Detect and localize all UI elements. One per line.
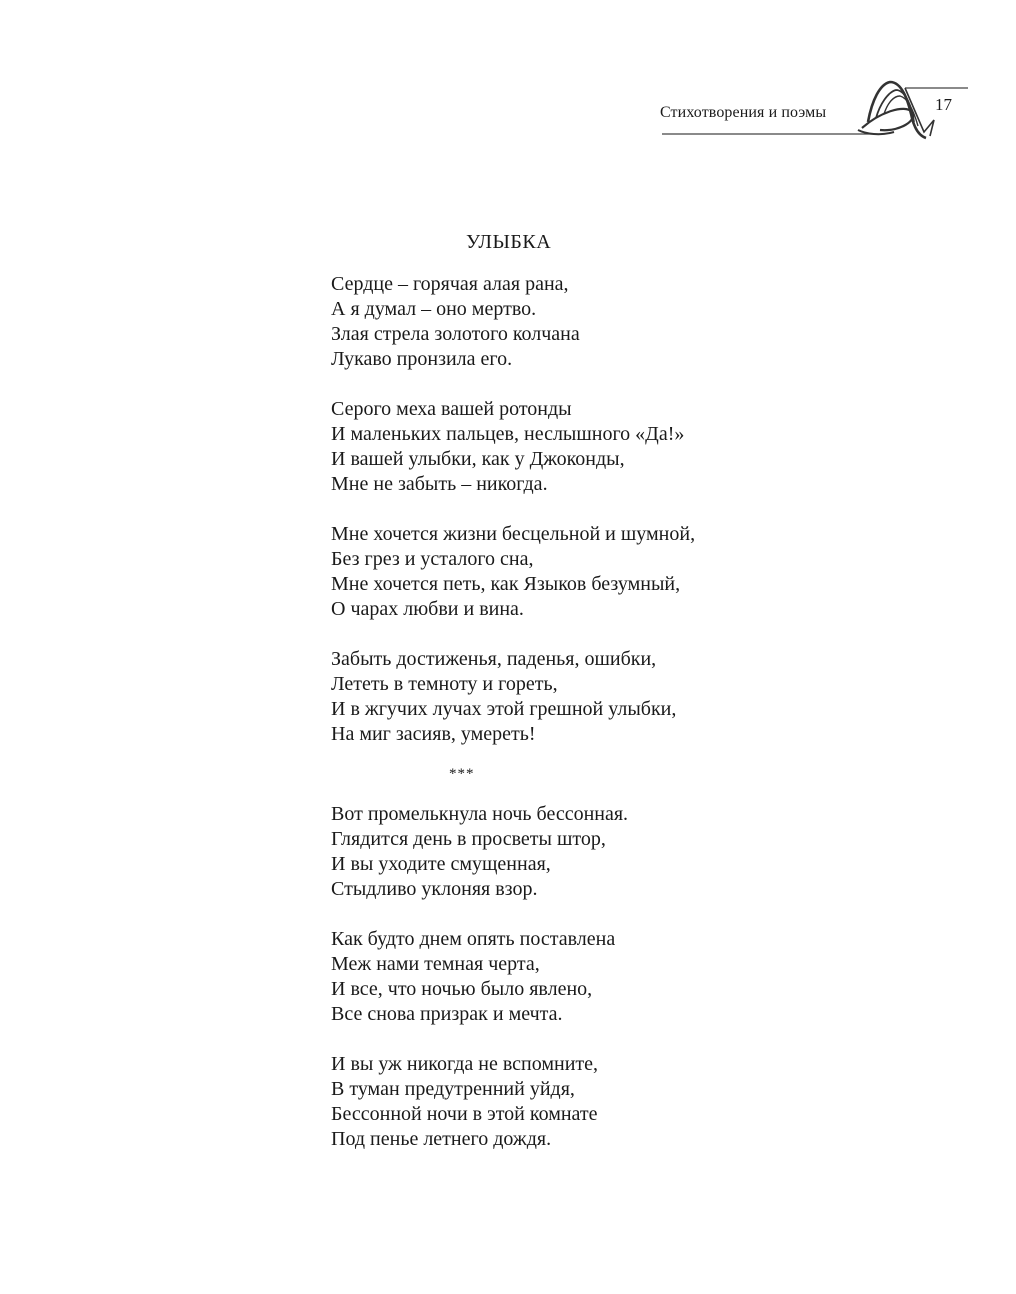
poem-separator: *** xyxy=(449,766,475,782)
verse-line: И вы уж никогда не вспомните, xyxy=(331,1053,599,1075)
verse-line: Мне хочется петь, как Языков безумный, xyxy=(331,573,681,595)
verse-line: Мне хочется жизни бесцельной и шумной, xyxy=(331,523,696,545)
verse-line: Лукаво пронзила его. xyxy=(331,348,513,370)
verse-line: На миг засияв, умереть! xyxy=(331,723,536,745)
verse-line: Сердце – горячая алая рана, xyxy=(331,273,569,295)
verse-line: Бессонной ночи в этой комнате xyxy=(331,1103,598,1125)
verse-line: И маленьких пальцев, неслышного «Да!» xyxy=(331,423,685,445)
verse-line: И вы уходите смущенная, xyxy=(331,853,551,875)
stanza xyxy=(331,927,811,1027)
running-title: Стихотворения и поэмы xyxy=(660,104,827,121)
verse-line: Как будто днем опять поставлена xyxy=(331,928,616,950)
verse-line: Злая стрела золотого колчана xyxy=(331,323,580,345)
verse-line: Серого меха вашей ротонды xyxy=(331,398,572,420)
verse-line: Стыдливо уклоняя взор. xyxy=(331,878,538,900)
page-number: 17 xyxy=(935,95,952,114)
poem-body xyxy=(331,272,811,772)
poem-title: УЛЫБКА xyxy=(466,231,552,253)
verse-line: И вашей улыбки, как у Джоконды, xyxy=(331,448,625,470)
verse-line: Вот промелькнула ночь бессонная. xyxy=(331,803,629,825)
stanza xyxy=(331,522,811,622)
stanza xyxy=(331,647,811,747)
verse-line: О чарах любви и вина. xyxy=(331,598,524,620)
verse-line: Глядится день в просветы штор, xyxy=(331,828,606,850)
verse-line: В туман предутренний уйдя, xyxy=(331,1078,575,1100)
poem-body xyxy=(331,802,811,1177)
verse-line: Все снова призрак и мечта. xyxy=(331,1003,563,1025)
verse-line: Без грез и усталого сна, xyxy=(331,548,534,570)
verse-line: И в жгучих лучах этой грешной улыбки, xyxy=(331,698,677,720)
verse-line: Забыть достиженья, паденья, ошибки, xyxy=(331,648,657,670)
verse-line: Под пенье летнего дождя. xyxy=(331,1128,552,1150)
stanza xyxy=(331,1052,811,1152)
stanza xyxy=(331,802,811,902)
verse-line: А я думал – оно мертво. xyxy=(331,298,537,320)
verse-line: Меж нами темная черта, xyxy=(331,953,540,975)
verse-line: Лететь в темноту и гореть, xyxy=(331,673,558,695)
swirl-ornament-icon xyxy=(0,0,1016,160)
stanza xyxy=(331,272,811,372)
verse-line: И все, что ночью было явлено, xyxy=(331,978,593,1000)
stanza xyxy=(331,397,811,497)
verse-line: Мне не забыть – никогда. xyxy=(331,473,548,495)
